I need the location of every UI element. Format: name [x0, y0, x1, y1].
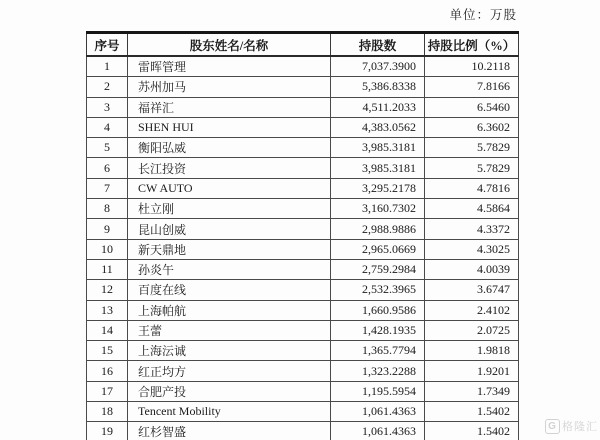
cell-ratio: 4.3025: [425, 239, 519, 259]
table-row: [87, 97, 519, 117]
cell-ratio: 4.3372: [425, 219, 519, 239]
cell-ratio: 1.5402: [425, 402, 519, 422]
cell-no: 6: [87, 158, 128, 178]
cell-no: 7: [87, 178, 128, 198]
watermark-label: 格隆汇: [562, 421, 598, 433]
cell-name: 长江投资: [128, 158, 331, 178]
cell-ratio: 1.7349: [425, 381, 519, 401]
cell-no: 3: [87, 97, 128, 117]
cell-shares: 2,988.9886: [331, 219, 425, 239]
cell-name: Tencent Mobility: [128, 402, 331, 422]
cell-shares: 1,365.7794: [331, 341, 425, 361]
table-row: [87, 77, 519, 97]
shareholder-table-container: [86, 31, 519, 440]
cell-shares: 5,386.8338: [331, 77, 425, 97]
cell-shares: 4,511.2033: [331, 97, 425, 117]
cell-ratio: 7.8166: [425, 77, 519, 97]
cell-name: 新天鼎地: [128, 239, 331, 259]
table-row: [87, 320, 519, 340]
cell-ratio: 4.5864: [425, 199, 519, 219]
cell-ratio: 2.0725: [425, 320, 519, 340]
cell-shares: 1,061.4363: [331, 402, 425, 422]
cell-name: 王蕾: [128, 320, 331, 340]
cell-no: 16: [87, 361, 128, 381]
cell-name: 雷晖管理: [128, 56, 331, 77]
cell-shares: 4,383.0562: [331, 117, 425, 137]
cell-no: 11: [87, 259, 128, 279]
table-row: [87, 422, 519, 440]
cell-no: 13: [87, 300, 128, 320]
table-row: [87, 138, 519, 158]
shareholder-table: [86, 31, 519, 440]
gelonghui-watermark: [545, 418, 598, 434]
cell-name: 上海帕航: [128, 300, 331, 320]
header-shares-held: 持股数: [331, 33, 425, 57]
cell-shares: 3,160.7302: [331, 199, 425, 219]
cell-ratio: 6.5460: [425, 97, 519, 117]
unit-label: 单位：万股: [449, 8, 517, 22]
cell-shares: 1,323.2288: [331, 361, 425, 381]
cell-name: 上海沄诚: [128, 341, 331, 361]
table-row: [87, 381, 519, 401]
cell-no: 15: [87, 341, 128, 361]
cell-ratio: 10.2118: [425, 56, 519, 77]
cell-ratio: 1.9201: [425, 361, 519, 381]
table-row: [87, 259, 519, 279]
cell-ratio: 1.5402: [425, 422, 519, 440]
cell-name: CW AUTO: [128, 178, 331, 198]
cell-shares: 3,985.3181: [331, 158, 425, 178]
table-row: [87, 239, 519, 259]
cell-shares: 3,985.3181: [331, 138, 425, 158]
table-row: [87, 178, 519, 198]
cell-ratio: 4.7816: [425, 178, 519, 198]
cell-no: 8: [87, 199, 128, 219]
cell-name: 昆山创威: [128, 219, 331, 239]
cell-no: 18: [87, 402, 128, 422]
cell-no: 14: [87, 320, 128, 340]
cell-ratio: 4.0039: [425, 259, 519, 279]
cell-no: 9: [87, 219, 128, 239]
cell-name: 福祥汇: [128, 97, 331, 117]
table-row: [87, 361, 519, 381]
cell-no: 2: [87, 77, 128, 97]
cell-shares: 1,660.9586: [331, 300, 425, 320]
cell-shares: 2,965.0669: [331, 239, 425, 259]
cell-name: 百度在线: [128, 280, 331, 300]
table-row: [87, 158, 519, 178]
cell-no: 12: [87, 280, 128, 300]
table-row: [87, 219, 519, 239]
table-body: [87, 56, 519, 440]
cell-no: 19: [87, 422, 128, 440]
table-header: [87, 33, 519, 57]
table-row: [87, 402, 519, 422]
cell-shares: 3,295.2178: [331, 178, 425, 198]
cell-shares: 1,061.4363: [331, 422, 425, 440]
cell-no: 1: [87, 56, 128, 77]
cell-no: 4: [87, 117, 128, 137]
cell-ratio: 3.6747: [425, 280, 519, 300]
cell-name: 红杉智盛: [128, 422, 331, 440]
cell-ratio: 2.4102: [425, 300, 519, 320]
cell-name: 合肥产投: [128, 381, 331, 401]
cell-no: 17: [87, 381, 128, 401]
table-row: [87, 199, 519, 219]
cell-no: 10: [87, 239, 128, 259]
cell-name: 孙炎午: [128, 259, 331, 279]
table-row: [87, 300, 519, 320]
table-header-row: [87, 33, 519, 57]
cell-ratio: 5.7829: [425, 158, 519, 178]
header-index: 序号: [87, 33, 128, 57]
table-row: [87, 117, 519, 137]
cell-shares: 1,428.1935: [331, 320, 425, 340]
cell-ratio: 5.7829: [425, 138, 519, 158]
cell-name: 衡阳弘威: [128, 138, 331, 158]
cell-shares: 1,195.5954: [331, 381, 425, 401]
cell-name: 红正均方: [128, 361, 331, 381]
cell-ratio: 6.3602: [425, 117, 519, 137]
cell-shares: 7,037.3900: [331, 56, 425, 77]
table-row: [87, 280, 519, 300]
cell-shares: 2,532.3965: [331, 280, 425, 300]
table-row: [87, 341, 519, 361]
table-row: [87, 56, 519, 77]
cell-ratio: 1.9818: [425, 341, 519, 361]
cell-name: SHEN HUI: [128, 117, 331, 137]
gelonghui-logo-icon: G: [545, 419, 560, 434]
cell-name: 杜立刚: [128, 199, 331, 219]
header-share-ratio: 持股比例（%）: [425, 33, 519, 57]
header-shareholder-name: 股东姓名/名称: [128, 33, 331, 57]
cell-name: 苏州加马: [128, 77, 331, 97]
cell-shares: 2,759.2984: [331, 259, 425, 279]
cell-no: 5: [87, 138, 128, 158]
